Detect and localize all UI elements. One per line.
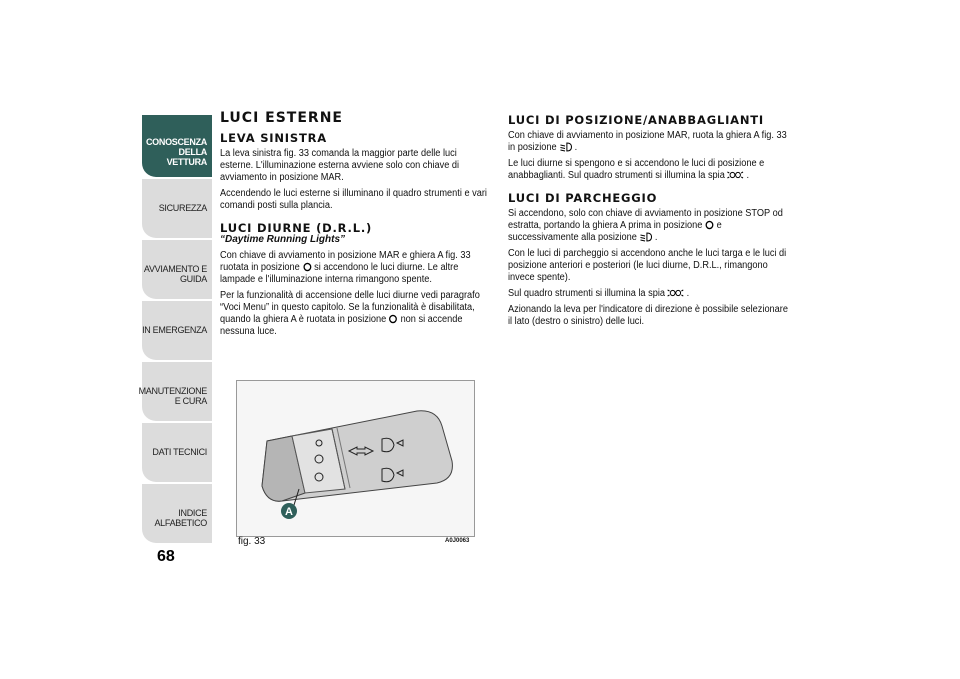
position-lights-icon — [727, 170, 744, 180]
tab-label: SICUREZZA — [158, 203, 207, 213]
paragraph — [508, 208, 788, 244]
low-beam-icon — [559, 142, 572, 152]
chapter-nav — [138, 115, 212, 545]
callout-label: A — [285, 506, 293, 518]
paragraph — [508, 158, 788, 182]
tab-label: DATI TECNICI — [152, 447, 207, 457]
ring-off-icon — [705, 220, 714, 230]
ring-off-icon — [302, 262, 311, 272]
paragraph — [220, 290, 490, 338]
text: . — [654, 232, 658, 243]
heading-luci-parcheggio: LUCI DI PARCHEGGIO — [508, 191, 658, 205]
paragraph — [508, 288, 788, 300]
text: Con chiave di avviamento in posizione MAR, ruota la ghiera A fig. 33 in posizione — [508, 130, 787, 153]
tab-label: INDICE ALFABETICO — [154, 508, 207, 528]
text: . — [574, 142, 578, 153]
text: Con chiave di avviamento in posizione MAR e ghiera A fig. 33 ruotata in posizione — [220, 250, 471, 273]
page-number: 68 — [157, 548, 175, 565]
low-beam-icon — [639, 232, 652, 242]
tab-indice-alfabetico[interactable] — [142, 484, 212, 543]
paragraph: Accendendo le luci esterne si illuminano il quadro strumenti e vari comandi posti sulla plancia. — [220, 188, 487, 211]
left-column — [220, 112, 492, 342]
tab-avviamento-e-guida[interactable] — [142, 240, 212, 299]
tab-manutenzione-e-cura[interactable] — [138, 362, 212, 421]
text: si accendono le luci diurne. Le altre lampade e l'illuminazione interna rimangono spente. — [220, 262, 459, 285]
section-title: LUCI ESTERNE — [220, 110, 343, 126]
paragraph: Con le luci di parcheggio si accendono anche le luci targa e le luci di posizione anteriori e posteriori (le luci diurne, D.R.L., rimangono invece spente). — [508, 248, 787, 283]
tab-in-emergenza[interactable] — [142, 301, 212, 360]
text: non si accende nessuna luce. — [220, 314, 463, 337]
lever-illustration — [237, 381, 474, 536]
paragraph: Azionando la leva per l'indicatore di direzione è possibile selezionare il lato (destro o sinistro) delle luci. — [508, 304, 788, 327]
figure-caption: fig. 33 — [238, 536, 266, 547]
tab-label: AVVIAMENTO E GUIDA — [143, 264, 207, 284]
figure-lever — [236, 380, 475, 537]
paragraph: La leva sinistra fig. 33 comanda la maggior parte delle luci esterne. L'illuminazione esterna avviene solo con chiave di avviamento in posizione MAR. — [220, 148, 460, 183]
text: . — [686, 288, 690, 299]
text: Per la funzionalità di accensione delle luci diurne vedi paragrafo “Voci Menu” in questo capitolo. Se la funzionalità è disabilitata, quando la ghiera A è ruotata in posizione — [220, 290, 480, 325]
position-lights-icon — [668, 288, 685, 298]
tab-sicurezza[interactable] — [142, 179, 212, 238]
text: Sul quadro strumenti si illumina la spia — [508, 288, 665, 299]
tab-label: IN EMERGENZA — [142, 325, 207, 335]
figure-code: A0J0063 — [445, 538, 470, 544]
ring-off-icon — [389, 314, 398, 324]
subtitle-drl: “Daytime Running Lights” — [220, 234, 345, 245]
paragraph — [220, 250, 490, 286]
tab-conoscenza-della-vettura[interactable] — [142, 115, 212, 177]
text: Le luci diurne si spengono e si accendono le luci di posizione e anabbaglianti. Sul quadro strumenti si illumina la spia — [508, 158, 765, 181]
tab-dati-tecnici[interactable] — [142, 423, 212, 482]
heading-leva-sinistra: LEVA SINISTRA — [220, 131, 327, 145]
heading-luci-posizione-anabbaglianti: LUCI DI POSIZIONE/ANABBAGLIANTI — [508, 113, 764, 127]
text: . — [746, 170, 750, 181]
right-column — [508, 112, 790, 332]
tab-label: CONOSCENZA DELLA VETTURA — [145, 137, 207, 167]
tab-label: MANUTENZIONE E CURA — [138, 386, 207, 406]
heading-luci-diurne: LUCI DIURNE (D.R.L.) — [220, 221, 373, 235]
text: e successivamente alla posizione — [508, 220, 722, 243]
text: Si accendono, solo con chiave di avviamento in posizione STOP od estratta, portando la ghiera A prima in posizione — [508, 208, 783, 231]
paragraph — [508, 130, 788, 154]
